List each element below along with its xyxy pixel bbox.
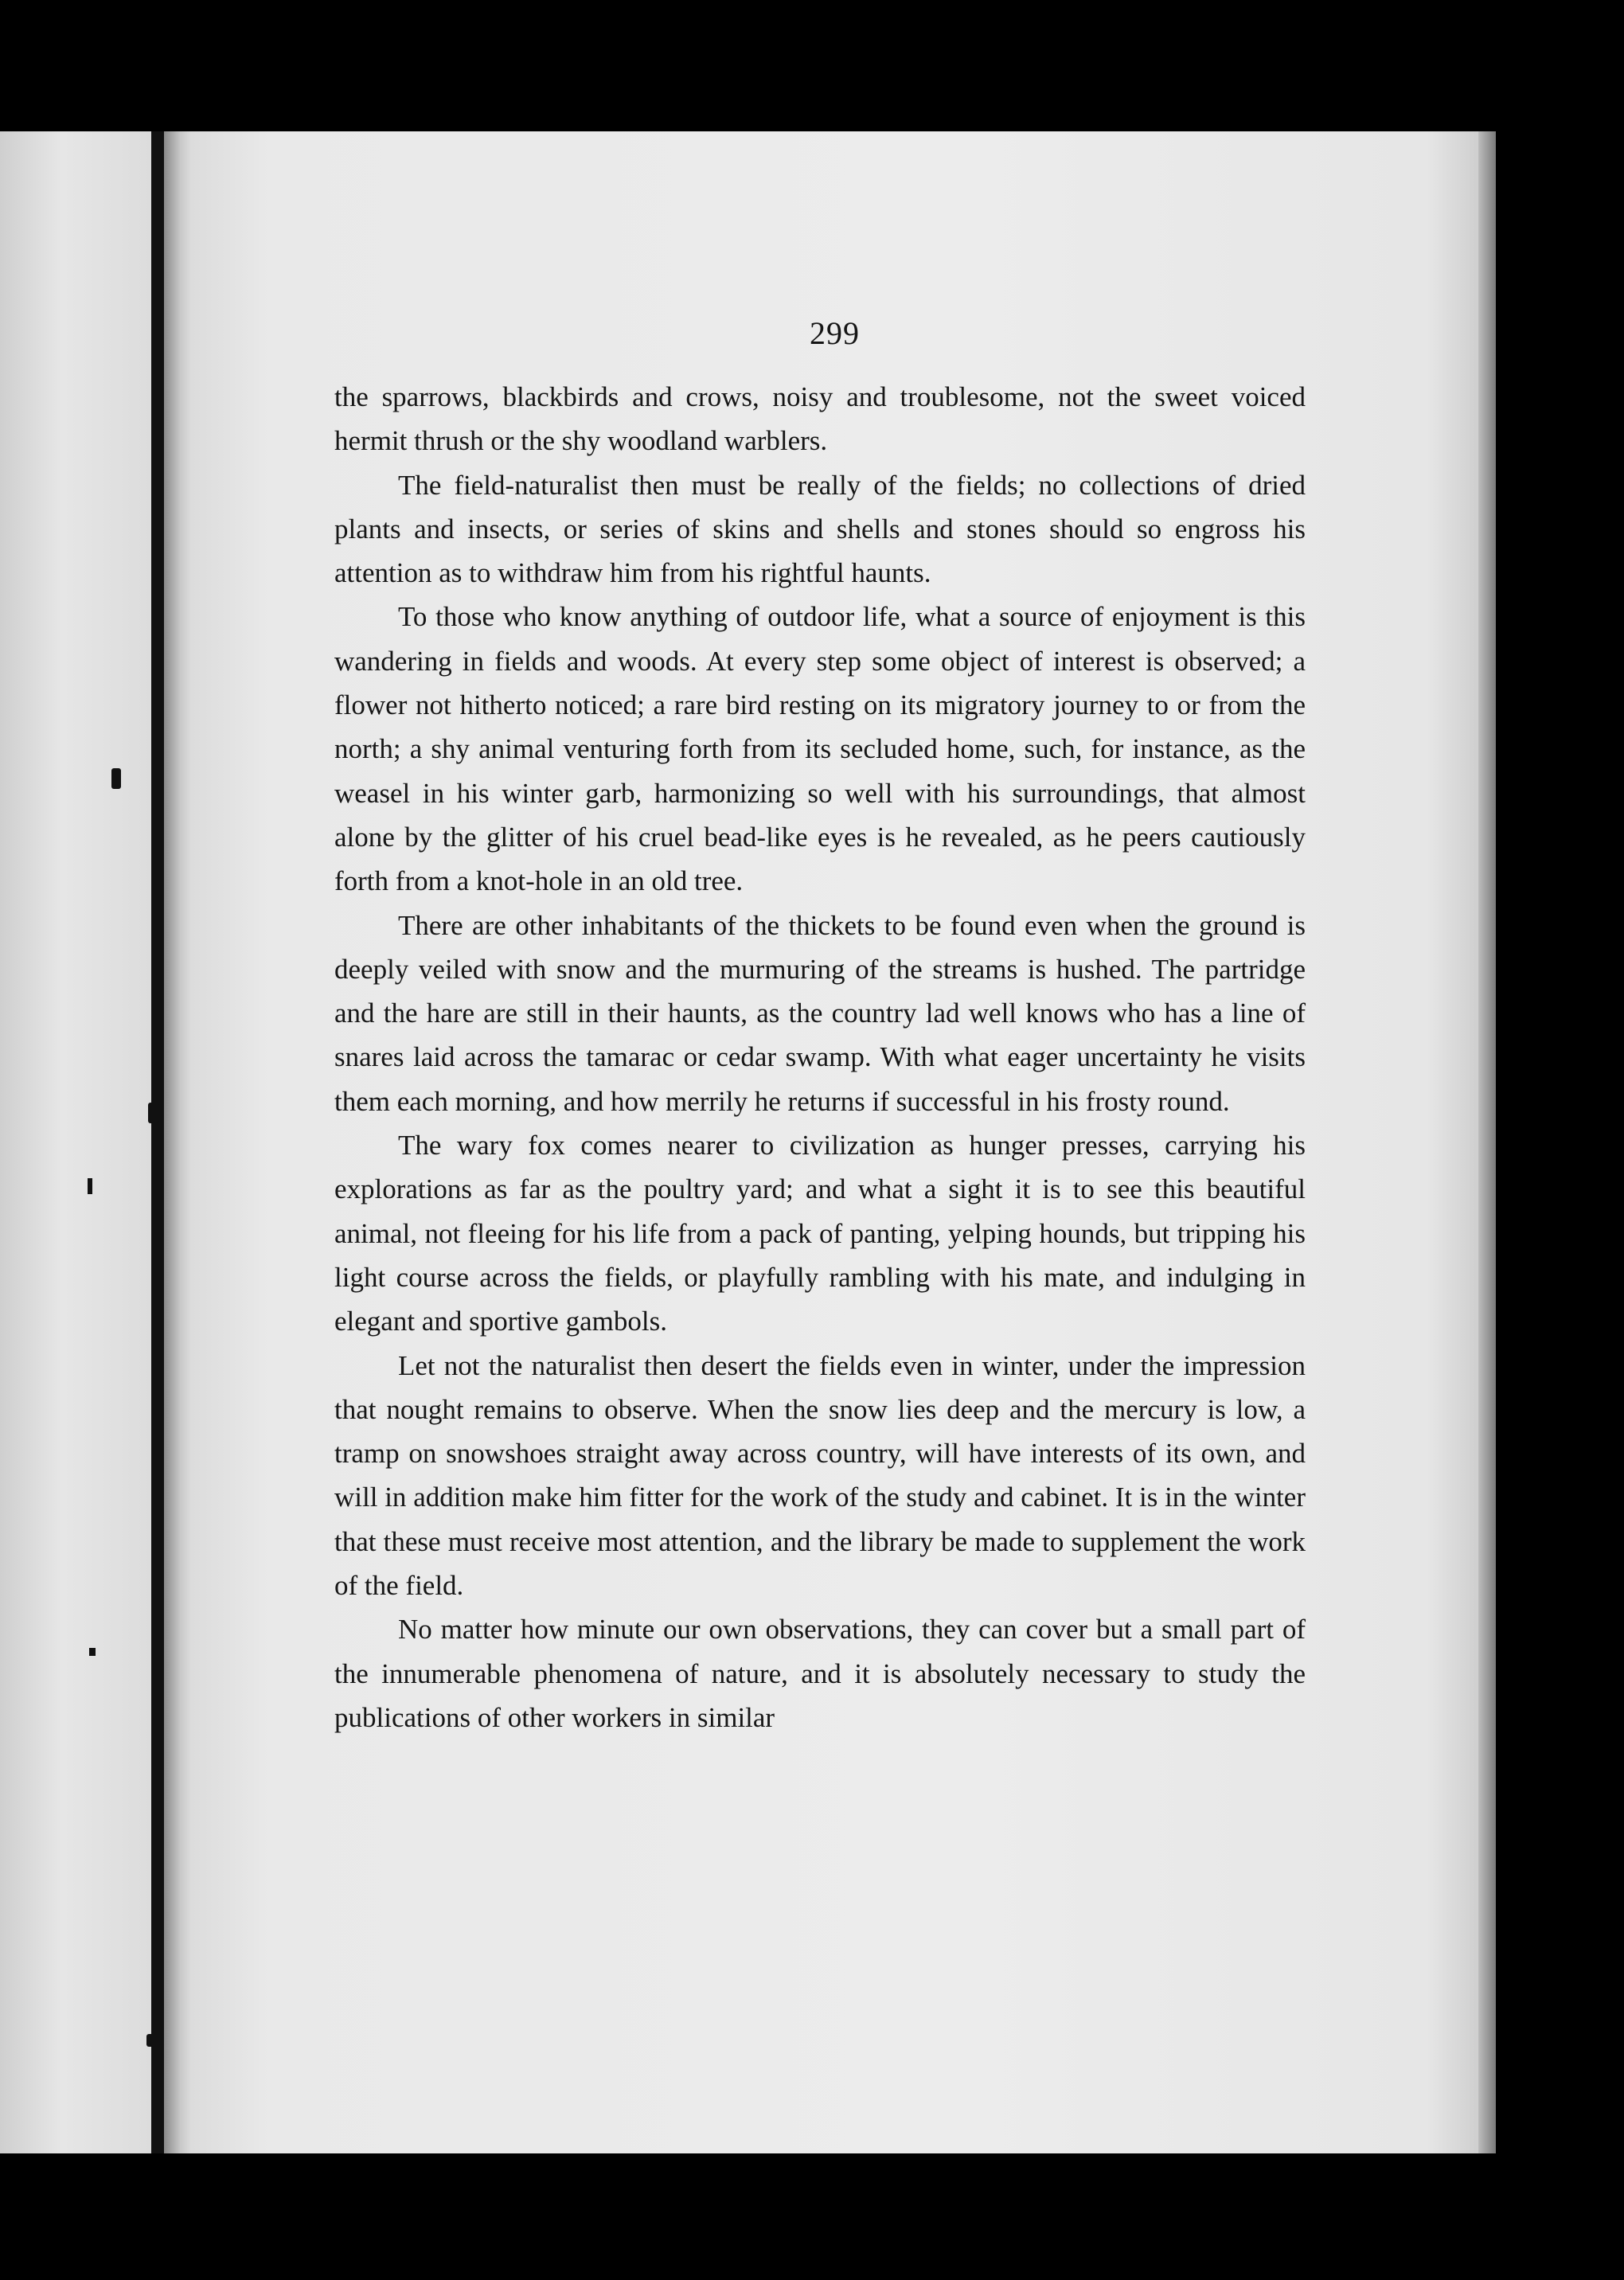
page-right-edge: [1478, 131, 1496, 2153]
margin-mark: [89, 1648, 96, 1656]
paragraph: The field-naturalist then must be really of the fields; no collections of dried plants and insects, or series of skins and shells and stones should so engross his attention as to withdraw him from his rightful haunts.: [334, 469, 1306, 589]
gutter-shadow: [164, 131, 191, 2153]
book-page: [191, 131, 1478, 2153]
paragraph: To those who know anything of outdoor life, what a source of enjoyment is this wandering in fields and woods. At every step some object of interest is observed; a flower not hitherto noticed; a rare bird resting on its migratory journey to or from the north; a shy animal venturing forth from its secluded home, such, for instance, as the weasel in his winter garb, harmonizing so well with his surroundings, that almost alone by the glitter of his cruel bead-like eyes is he revealed, as he peers cautiously forth from a knot-hole in an old tree.: [334, 601, 1306, 897]
margin-mark: [146, 2034, 164, 2047]
paragraph: Let not the naturalist then desert the fields even in winter, under the impression that nought remains to observe. When the snow lies deep and the mercury is low, a tramp on snowshoes straight away across country, will have interests of its own, and will in addition make him fitter for the work of the study and cabinet. It is in the winter that these must receive most attention, and the library be made to supplement the work of the field.: [334, 1349, 1306, 1602]
margin-mark: [88, 1178, 92, 1194]
paragraph: There are other inhabitants of the thickets to be found even when the ground is deeply veiled with snow and the murmuring of the streams is hushed. The partridge and the hare are still in their haunts, as the country lad well knows who has a line of snares laid across the tamarac or cedar swamp. With what eager uncertainty he visits them each morning, and how merrily he returns if successful in his frosty round.: [334, 909, 1306, 1117]
page-body: [334, 375, 1306, 1739]
facing-page-edge: [0, 131, 153, 2153]
paragraph: No matter how minute our own observations, they can cover but a small part of the innumerable phenomena of nature, and it is absolutely necessary to study the publications of other workers in similar: [334, 1614, 1306, 1733]
paragraph: the sparrows, blackbirds and crows, noisy and troublesome, not the sweet voiced hermit thrush or the shy woodland warblers.: [334, 381, 1306, 457]
paragraph: The wary fox comes nearer to civilization as hunger presses, carrying his explorations as far as the poultry yard; and what a sight it is to see this beautiful animal, not fleeing for his life from a pack of panting, yelping hounds, but tripping his light course across the fields, or playfully rambling with his mate, and indulging in elegant and sportive gambols.: [334, 1130, 1306, 1337]
page-number: 299: [810, 315, 860, 351]
margin-mark: [111, 768, 121, 789]
book-spine: [151, 131, 164, 2153]
margin-mark: [148, 1103, 159, 1123]
